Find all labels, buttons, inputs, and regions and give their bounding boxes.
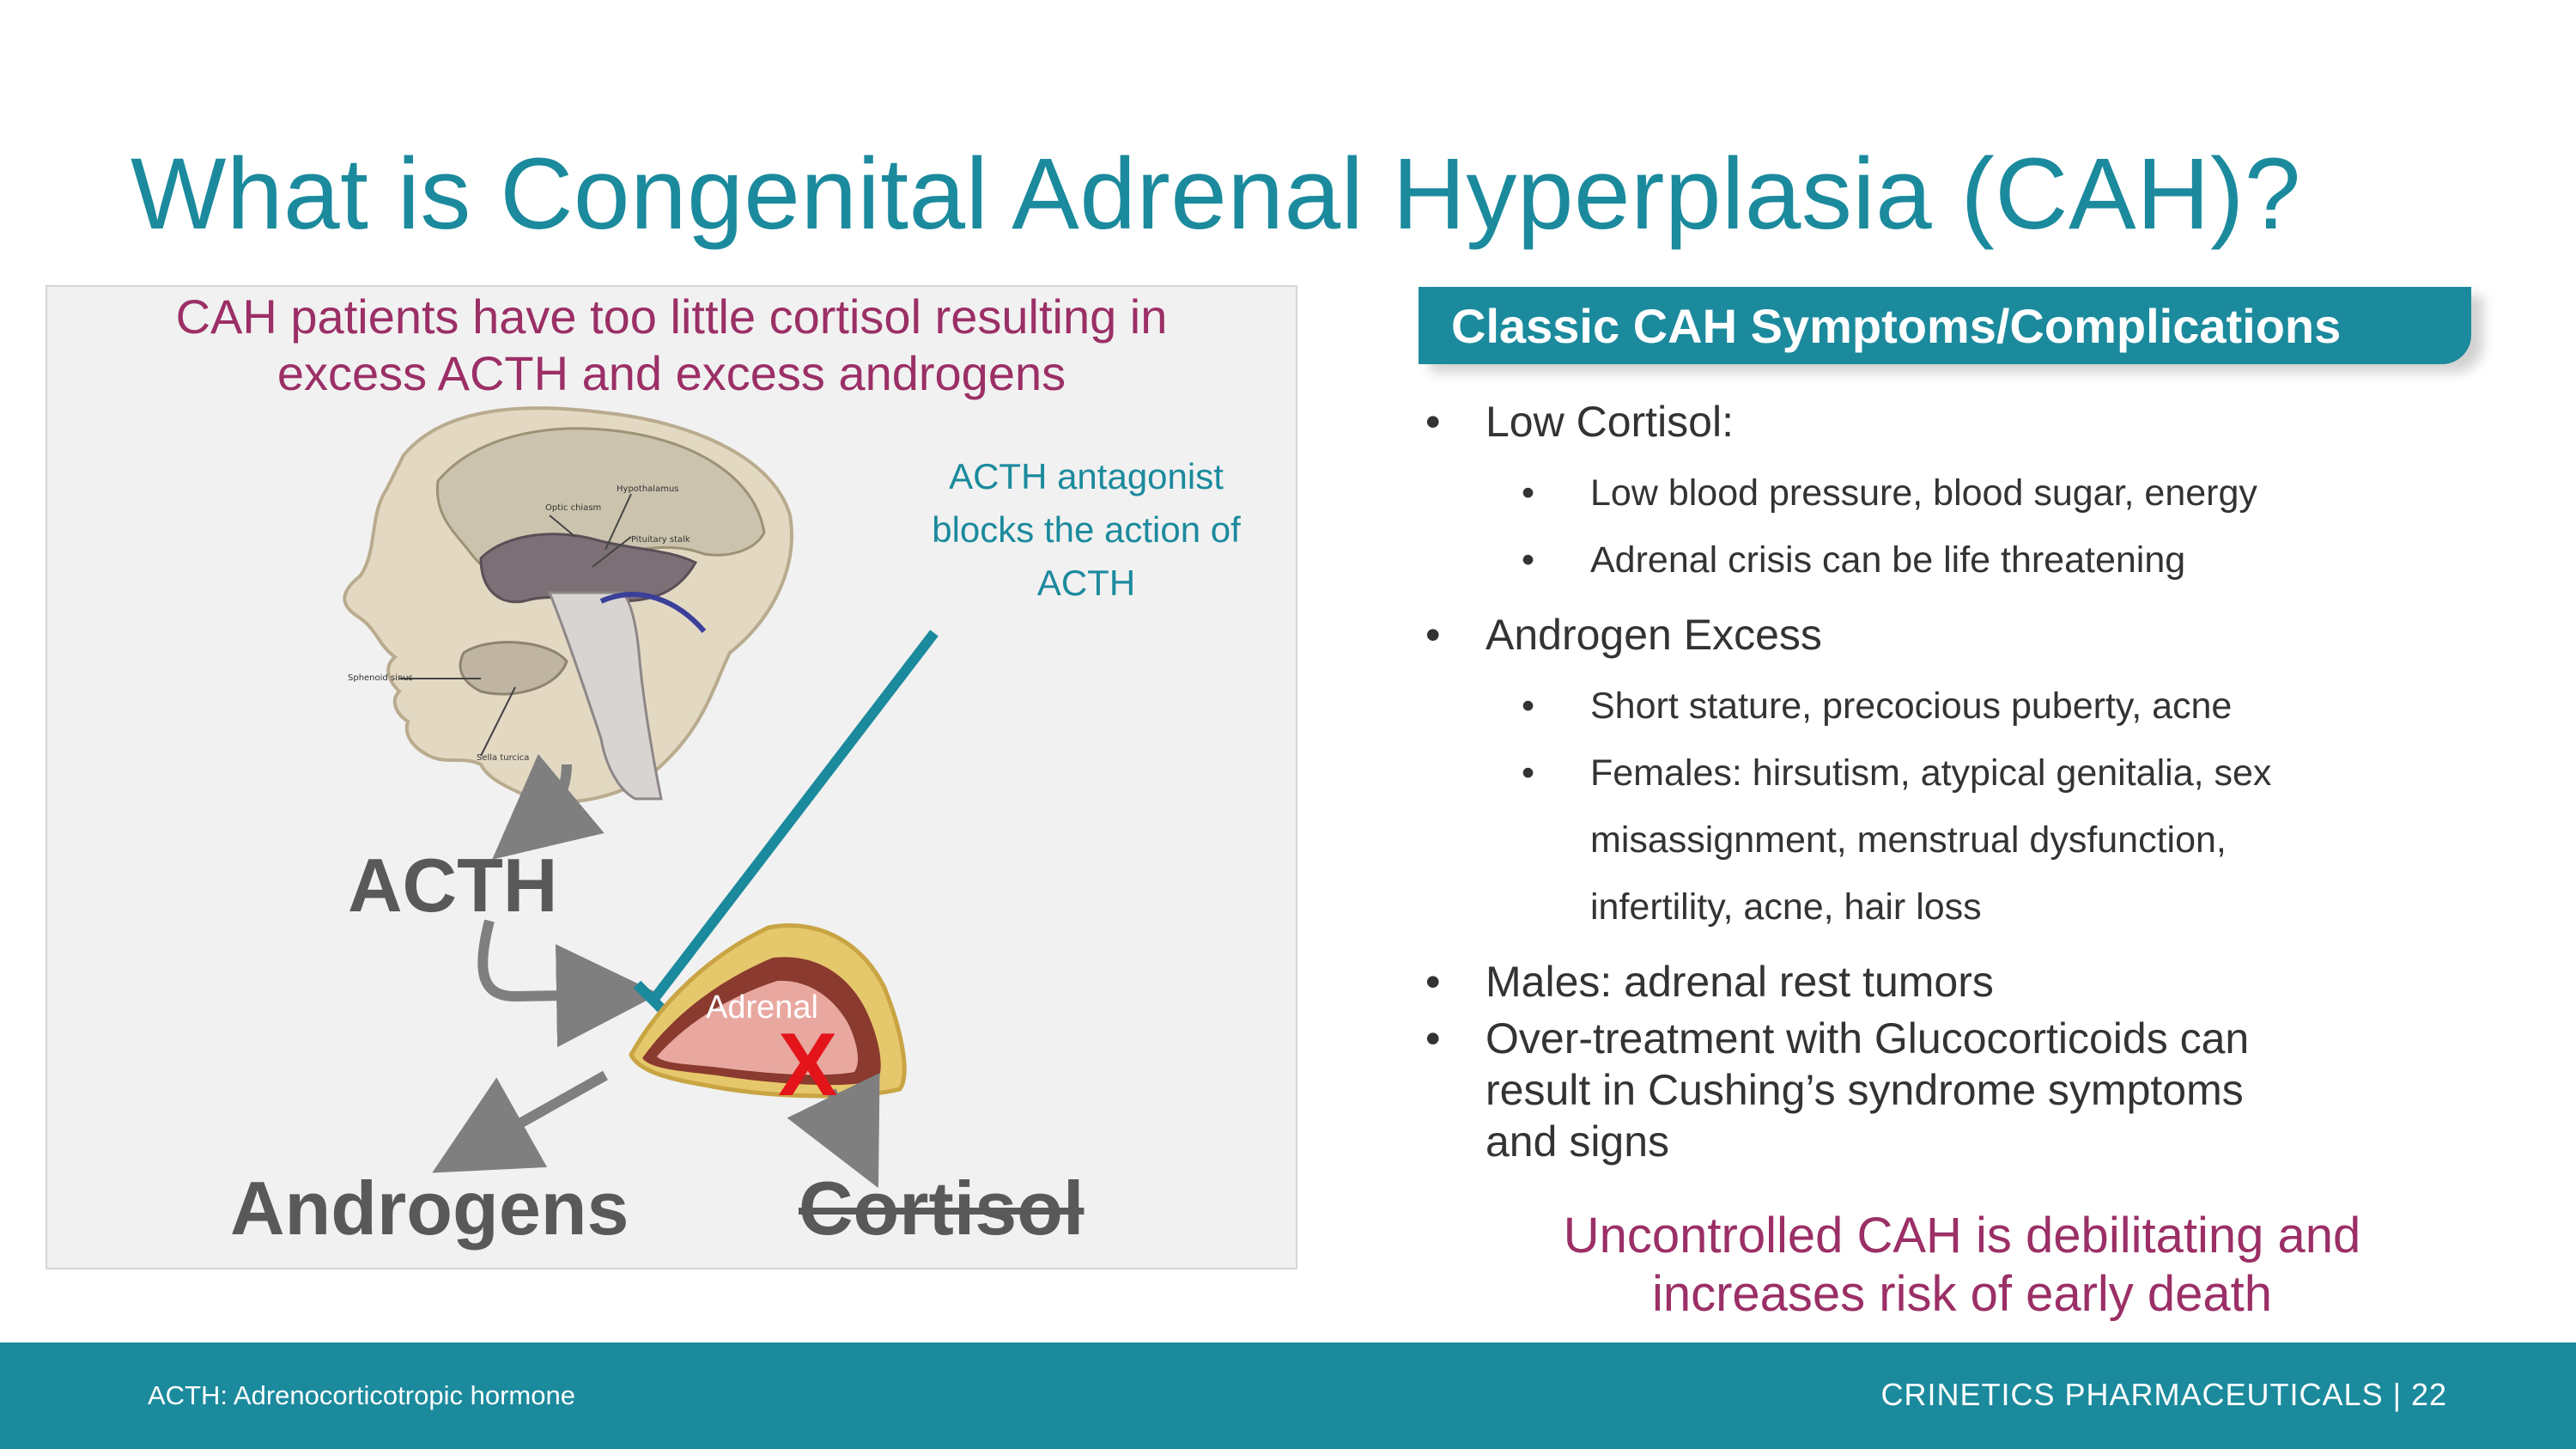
brain-label-optic-chiasm: Optic chiasm bbox=[545, 503, 602, 513]
list-item-text: Adrenal crisis can be life threatening bbox=[1590, 539, 2186, 581]
bullet-dot: • bbox=[1522, 472, 1535, 514]
bullet-dot: • bbox=[1522, 752, 1535, 794]
brain-label-pituitary-stalk: Pituitary stalk bbox=[631, 535, 690, 545]
adrenal-label: Adrenal bbox=[706, 989, 818, 1026]
list-item-text: misassignment, menstrual dysfunction, bbox=[1590, 819, 2227, 861]
list-item-text: Low blood pressure, blood sugar, energy bbox=[1590, 472, 2257, 514]
acth-to-adrenal-arrow bbox=[483, 921, 618, 996]
antagonist-note bbox=[872, 450, 1301, 610]
warning-note-line1: Uncontrolled CAH is debilitating and bbox=[1563, 1208, 2361, 1263]
adrenal-to-androgens-arrow bbox=[468, 1075, 605, 1153]
diagram-heading bbox=[46, 285, 1297, 402]
list-item-text: infertility, acne, hair loss bbox=[1590, 886, 1982, 928]
head-illustration bbox=[344, 408, 792, 802]
acth-label: ACTH bbox=[348, 843, 558, 928]
cortisol-label: Cortisol bbox=[799, 1166, 1084, 1251]
list-item-text: Androgen Excess bbox=[1485, 611, 1822, 659]
footer-bar bbox=[0, 1342, 2576, 1449]
bullet-dot: • bbox=[1425, 611, 1441, 659]
bullet-dot: • bbox=[1522, 685, 1535, 727]
list-item-text: result in Cushing’s syndrome symptoms bbox=[1485, 1066, 2244, 1114]
brain-label-hypothalamus: Hypothalamus bbox=[617, 484, 679, 494]
brain-label-sphenoid-sinus: Sphenoid sinus bbox=[348, 673, 413, 683]
list-item-text: Short stature, precocious puberty, acne bbox=[1590, 685, 2233, 727]
warning-note bbox=[1443, 1207, 2482, 1324]
list-item-text: Males: adrenal rest tumors bbox=[1485, 958, 1994, 1006]
warning-note-line2: increases risk of early death bbox=[1651, 1266, 2273, 1322]
cortisol-block-x: X bbox=[778, 1015, 838, 1115]
slide-title: What is Congenital Adrenal Hyperplasia (CAH)? bbox=[131, 137, 2301, 251]
bullet-dot: • bbox=[1425, 398, 1441, 446]
bullet-dot: • bbox=[1425, 1014, 1441, 1062]
diagram-heading-line1: CAH patients have too little cortisol resulting in bbox=[175, 289, 1168, 344]
list-item-text: Low Cortisol: bbox=[1485, 398, 1734, 446]
brain-label-sella-turcica: Sella turcica bbox=[477, 753, 530, 763]
antagonist-note-line1: ACTH antagonist bbox=[949, 456, 1224, 496]
androgens-label: Androgens bbox=[230, 1166, 629, 1251]
list-item-text: and signs bbox=[1485, 1117, 1670, 1166]
symptoms-banner: Classic CAH Symptoms/Complications bbox=[1419, 287, 2471, 364]
antagonist-note-line2: blocks the action of bbox=[932, 509, 1241, 550]
list-item-text: Females: hirsutism, atypical genitalia, sex bbox=[1590, 752, 2272, 794]
footnote: ACTH: Adrenocorticotropic hormone bbox=[148, 1380, 575, 1410]
list-item-text: Over-treatment with Glucocorticoids can bbox=[1485, 1014, 2250, 1062]
antagonist-note-line3: ACTH bbox=[1036, 563, 1136, 603]
bullet-dot: • bbox=[1425, 958, 1441, 1006]
diagram-heading-line2: excess ACTH and excess androgens bbox=[276, 346, 1066, 400]
company-page-number: CRINETICS PHARMACEUTICALS | 22 bbox=[1880, 1377, 2447, 1412]
bullet-dot: • bbox=[1522, 539, 1535, 581]
